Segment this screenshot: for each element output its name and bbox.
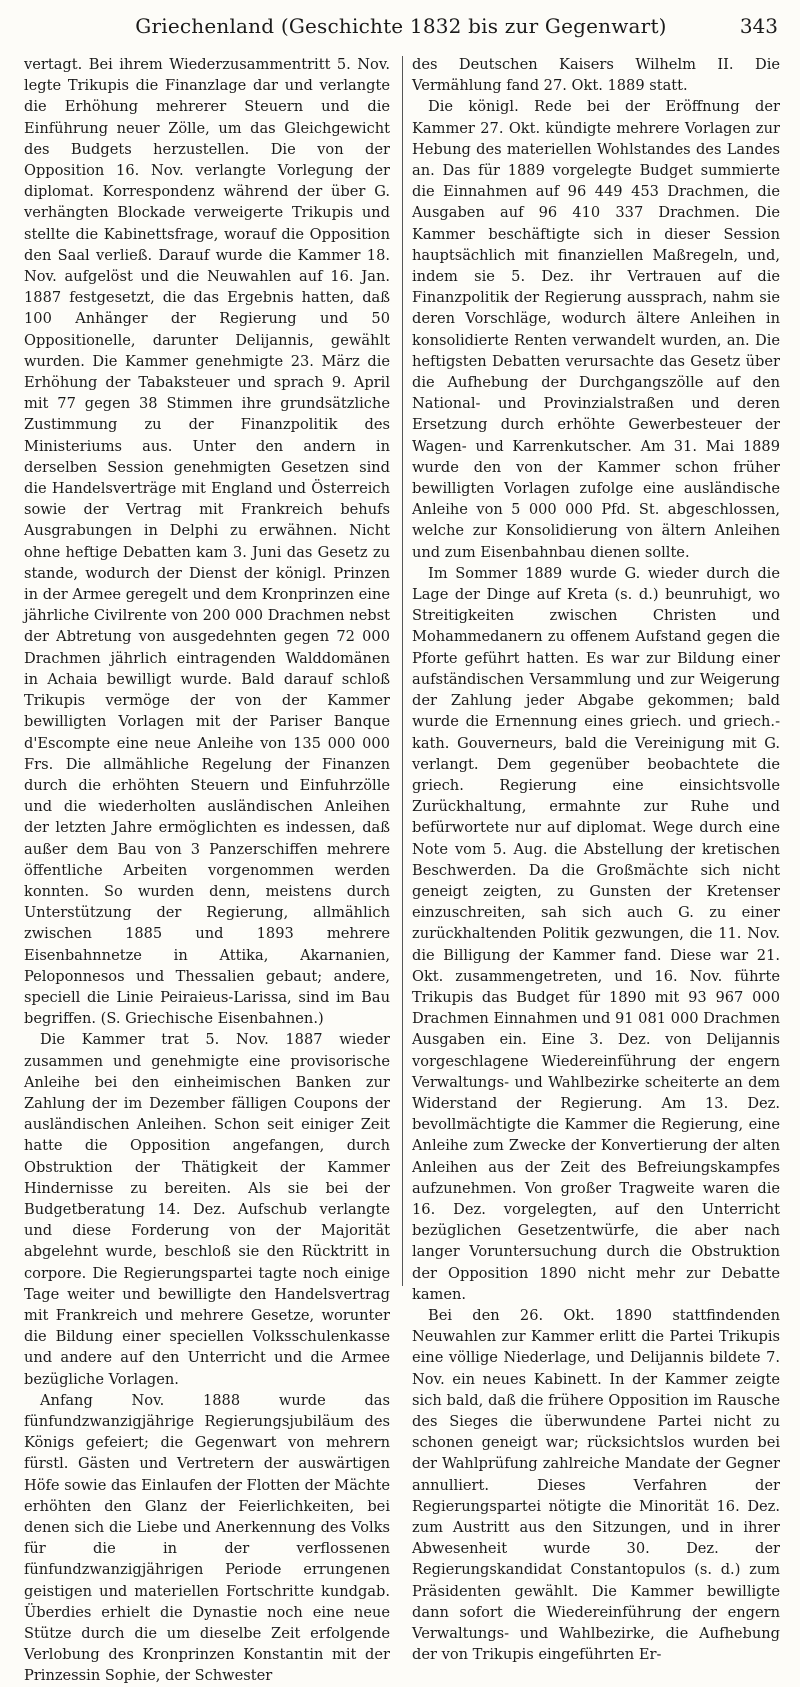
column-divider [402,56,403,1286]
paragraph: Die Kammer trat 5. Nov. 1887 wieder zusammen und genehmigte eine provisorische Anleihe bei den einheimischen Banken zur Zahlung der im Dezember fälligen Coupons der ausländischen Anleihen. Schon seit einiger Zeit hatte die Opposition angefangen, durch Obstruktion der Thätigkeit der Kammer Hindernisse zu bereiten. Als sie bei der Budgetberatung 14. Dez. Aufschub verlangte und diese Forderung von der Majorität abgelehnt wurde, beschloß sie den Rücktritt in corpore. Die Regierungspartei tagte noch einige Tage weiter und bewilligte den Handelsvertrag mit Frankreich und mehrere Gesetze, worunter die Bildung einer speciellen Volksschulenkasse und andere auf den Unterricht und die Armee bezügliche Vorlagen. [24,1031,390,1388]
paragraph: Bei den 26. Okt. 1890 stattfindenden Neuwahlen zur Kammer erlitt die Partei Trikupis eine völlige Niederlage, und Delijannis bildete 7. Nov. ein neues Kabinett. In der Kammer zeigte sich bald, daß die frühere Opposition im Rausche des Sieges die überwundene Partei nicht zu schonen geneigt war; rücksichtslos wurden bei der Wahlprüfung zahlreiche Mandate der Gegner annulliert. Dieses Verfahren der Regierungspartei nötigte die Minorität 16. Dez. zum Austritt aus den Sitzungen, und in ihrer Abwesenheit wurde 30. Dez. der Regierungskandidat Constantopulos (s. d.) zum Präsidenten gewählt. Die Kammer bewilligte dann sofort die Wiedereinführung der engern Verwaltungs- und Wahlbezirke, die Aufhebung der von Trikupis eingeführten Er- [412,1306,780,1664]
page-header [24,14,778,54]
paragraph: des Deutschen Kaisers Wilhelm II. Die Vermählung fand 27. Okt. 1889 statt. [412,56,780,95]
page-number: 343 [739,14,778,38]
running-title: Griechenland (Geschichte 1832 bis zur Gegenwart) [135,14,667,38]
paragraph: Die königl. Rede bei der Eröffnung der Kammer 27. Okt. kündigte mehrere Vorlagen zur Hebung des materiellen Wohlstandes des Landes an. Das für 1889 vorgelegte Budget summierte die Einnahmen auf 96 449 453 Drachmen, die Ausgaben auf 96 410 337 Drachmen. Die Kammer beschäftigte sich in dieser Session hauptsächlich mit finanziellen Maßregeln, und, indem sie 5. Dez. ihr Vertrauen auf die Finanzpolitik der Regierung aussprach, nahm sie deren Vorschläge, wodurch ältere Anleihen in konsolidierte Renten verwandelt wurden, an. Die heftigsten Debatten verursachte das Gesetz über die Aufhebung der Durchgangszölle auf den National- und Provinzialstraßen und deren Ersetzung durch erhöhte Gewerbesteuer der Wagen- und Karrenkutscher. Am 31. Mai 1889 wurde den von der Kammer schon früher bewilligten Vorlagen zufolge eine ausländische Anleihe von 5 000 000 Pfd. St. abgeschlossen, welche zur Konsolidierung von ältern Anleihen und zum Eisenbahnbau dienen sollte. [412,98,780,561]
paragraph: Anfang Nov. 1888 wurde das fünfundzwanzigjährige Regierungsjubiläum des Königs gefeiert; die Gegenwart von mehrern fürstl. Gästen und Vertretern der auswärtigen Höfe sowie das Einlaufen der Flotten der Mächte erhöhten den Glanz der Feierlichkeiten, bei denen sich die Liebe und Anerkennung des Volks für die in der verflossenen fünfundzwanzigjährigen Periode errungenen geistigen und materiellen Fortschritte kundgab. Überdies erhielt die Dynastie noch eine neue Stütze durch die um dieselbe Zeit erfolgende Verlobung des Kronprinzen Konstantin mit der Prinzessin Sophie, der Schwester [24,1391,390,1685]
right-column [412,54,780,1664]
paragraph: vertagt. Bei ihrem Wiederzusammentritt 5. Nov. legte Trikupis die Finanzlage dar und verlangte die Erhöhung mehrerer Steuern und die Einführung neuer Zölle, um das Gleichgewicht des Budgets herzustellen. Die von der Opposition 16. Nov. verlangte Vorlegung der diplomat. Korrespondenz während der über G. verhängten Blockade verweigerte Trikupis und stellte die Kabinettsfrage, worauf die Opposition den Saal verließ. Darauf wurde die Kammer 18. Nov. aufgelöst und die Neuwahlen auf 16. Jan. 1887 festgesetzt, die das Ergebnis hatten, daß 100 Anhänger der Regierung und 50 Oppositionelle, darunter Delijannis, gewählt wurden. Die Kammer genehmigte 23. März die Erhöhung der Tabaksteuer und sprach 9. April mit 77 gegen 38 Stimmen ihre grundsätzliche Zustimmung zu der Finanzpolitik des Ministeriums aus. Unter den andern in derselben Session genehmigten Gesetzen sind die Handelsverträge mit England und Österreich sowie der Vertrag mit Frankreich behufs Ausgrabungen in Delphi zu erwähnen. Nicht ohne heftige Debatten kam 3. Juni das Gesetz zu stande, wodurch der Dienst der königl. Prinzen in der Armee geregelt und dem Kronprinzen eine jährliche Civilrente von 200 000 Drachmen nebst der Abtretung von ausgedehnten gegen 72 000 Drachmen jährlich eintragenden Walddomänen in Achaia bewilligt wurde. Bald darauf schloß Trikupis vermöge der von der Kammer bewilligten Vorlagen mit der Pariser Banque d'Escompte eine neue Anleihe von 135 000 000 Frs. Die allmähliche Regelung der Finanzen durch die erhöhten Steuern und Einfuhrzölle und die wiederholten ausländischen Anleihen der letzten Jahre ermöglichten es indessen, daß außer dem Bau von 3 Panzerschiffen mehrere öffentliche Arbeiten vorgenommen werden konnten. So wurden denn, meistens durch Unterstützung der Regierung, allmählich zwischen 1885 und 1893 mehrere Eisenbahnnetze in Attika, Akarnanien, Peloponnesos und Thessalien gebaut; andere, speciell die Linie Peiraieus-Larissa, sind im Bau begriffen. (S. Griechische Eisenbahnen.) [24,56,390,1028]
text-columns [24,54,780,1685]
left-column [24,54,390,1685]
paragraph: Im Sommer 1889 wurde G. wieder durch die Lage der Dinge auf Kreta (s. d.) beunruhigt, wo Streitigkeiten zwischen Christen und Mohammedanern zu offenem Aufstand gegen die Pforte geführt hatten. Es war zur Bildung einer aufständischen Versammlung und zur Weigerung der Zahlung jeder Abgabe gekommen; bald wurde die Ernennung eines griech. und griech.-kath. Gouverneurs, bald die Vereinigung mit G. verlangt. Dem gegenüber beobachtete die griech. Regierung eine einsichtsvolle Zurückhaltung, ermahnte zur Ruhe und befürwortete nur auf diplomat. Wege durch eine Note vom 5. Aug. die Abstellung der kretischen Beschwerden. Da die Großmächte sich nicht geneigt zeigten, zu Gunsten der Kretenser einzuschreiten, sah sich auch G. zu einer zurückhaltenden Politik gezwungen, die 11. Nov. die Billigung der Kammer fand. Diese war 21. Okt. zusammengetreten, und 16. Nov. führte Trikupis das Budget für 1890 mit 93 967 000 Drachmen Einnahmen und 91 081 000 Drachmen Ausgaben ein. Eine 3. Dez. von Delijannis vorgeschlagene Wiedereinführung der engern Verwaltungs- und Wahlbezirke scheiterte an dem Widerstand der Regierung. Am 13. Dez. bevollmächtigte die Kammer die Regierung, eine Anleihe zum Zwecke der Konvertierung der alten Anleihen aus der Zeit des Befreiungskampfes aufzunehmen. Von großer Tragweite waren die 16. Dez. vorgelegten, auf den Unterricht bezüglichen Gesetzentwürfe, die aber nach langer Voruntersuchung durch die Obstruktion der Opposition 1890 nicht mehr zur Debatte kamen. [412,564,780,1303]
